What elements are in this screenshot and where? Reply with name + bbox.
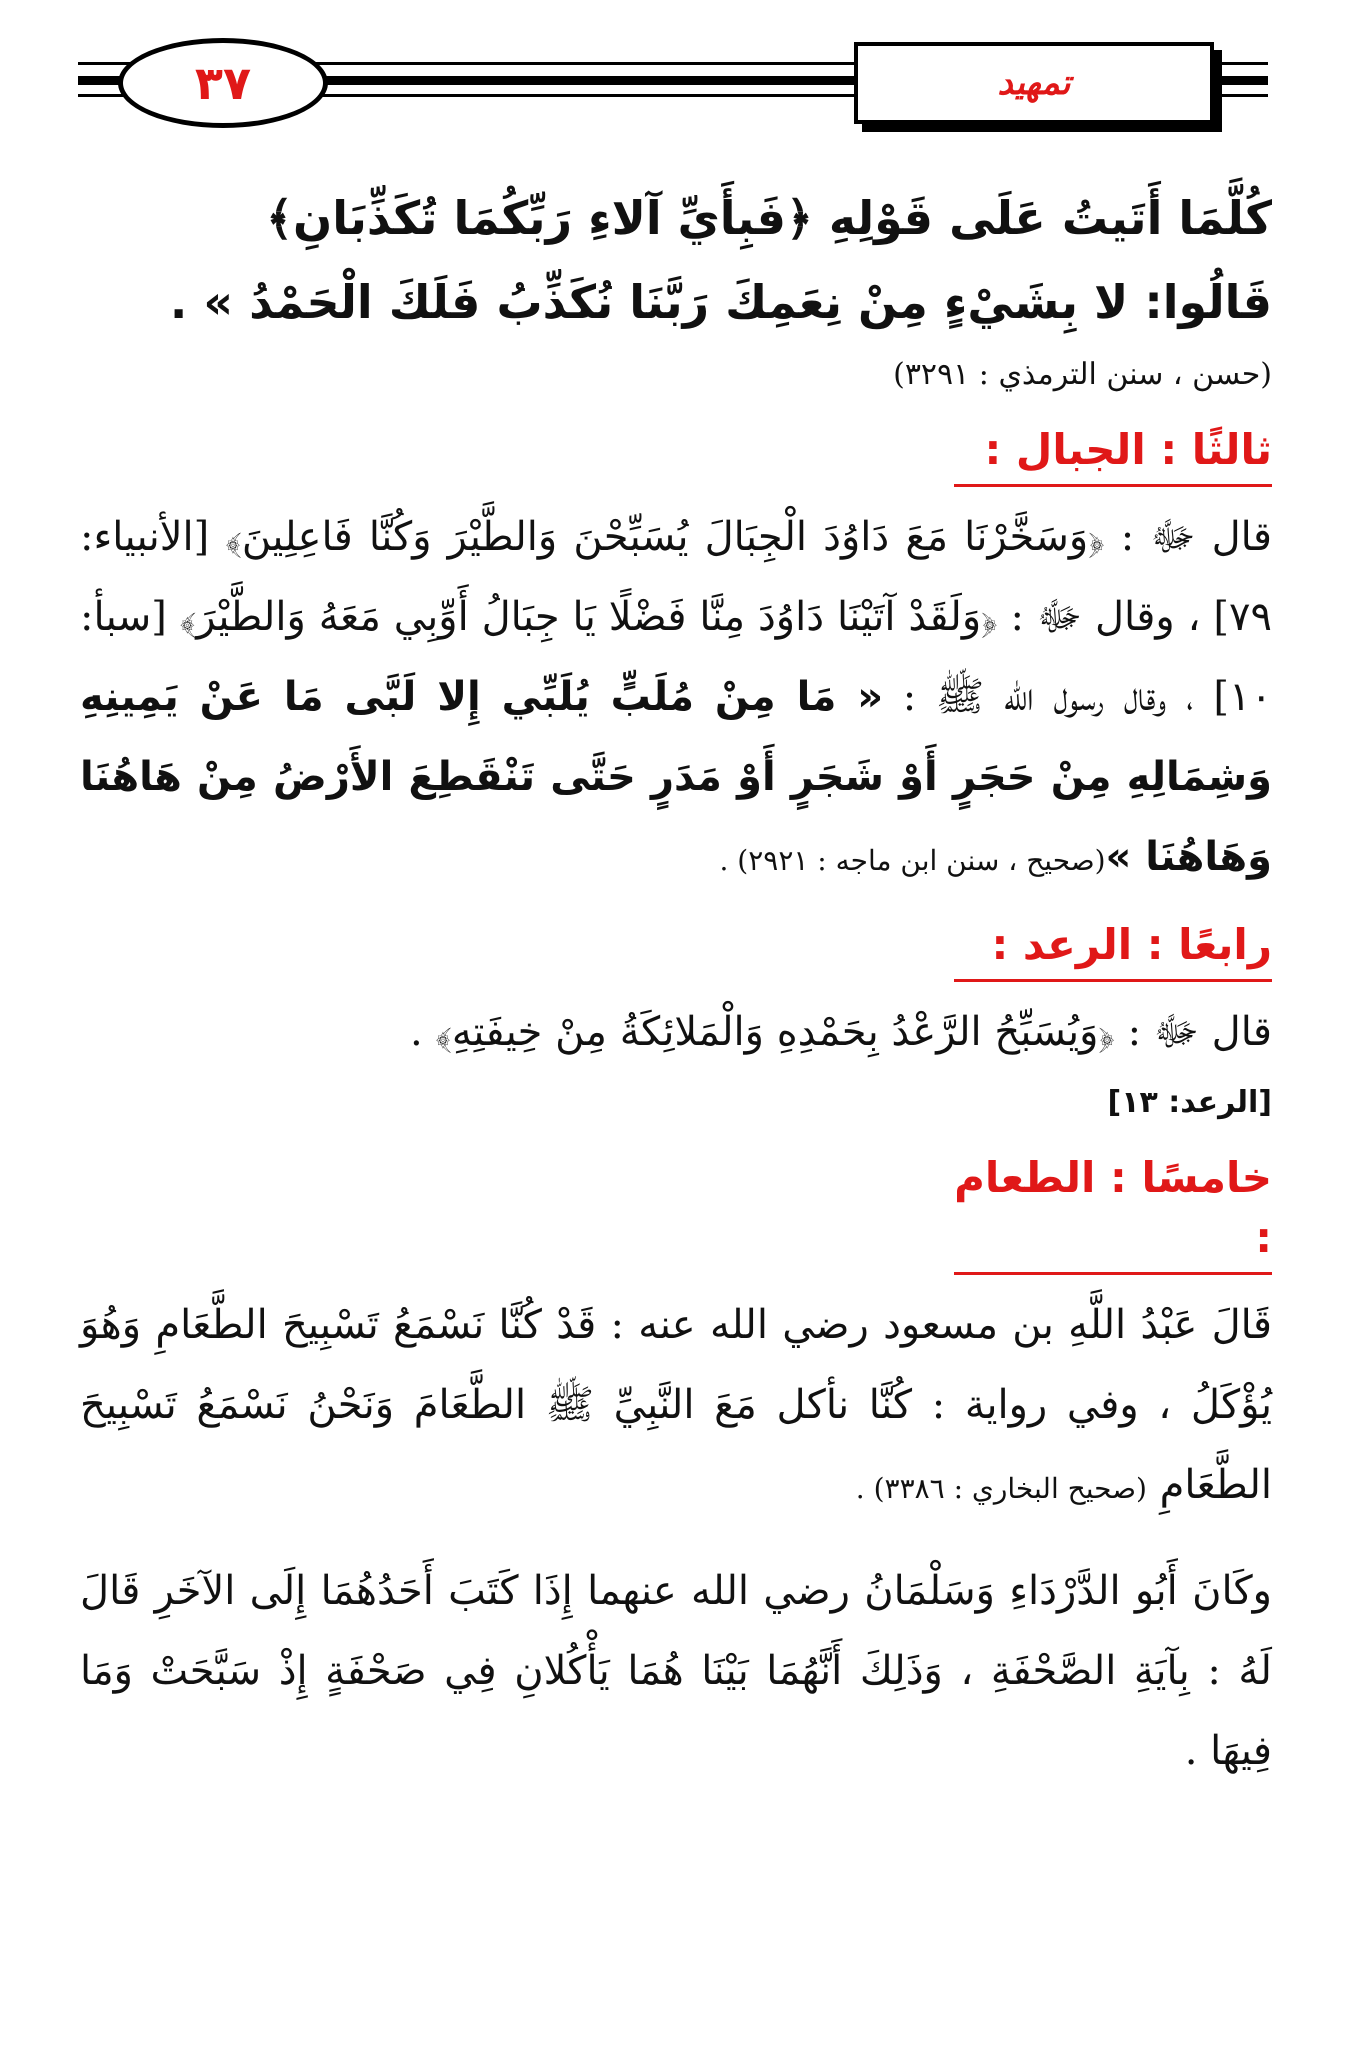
paragraph-gap	[80, 1529, 1272, 1551]
section-mountains-text	[80, 497, 1272, 901]
intro-citation: (حسن ، سنن الترمذي : ٣٢٩١)	[893, 357, 1272, 392]
mountains-verses: قال ﷻ : ﴿وَسَخَّرْنَا مَعَ دَاوُدَ الْجِبَالَ يُسَبِّحْنَ وَالطَّيْرَ وَكُنَّا فَاعِلِينَ﴾ [الأنبياء: ٧٩] ، وقال ﷻ : ﴿وَلَقَدْ آتَيْنَا دَاوُدَ مِنَّا فَضْلًا يَا جِبَالُ أَوِّبِي مَعَهُ وَالطَّيْرَ﴾ [سبأ: ١٠] ، وقال رسول الله ﷺ :	[80, 514, 1273, 720]
thunder-citation: [الرعد: ١٣]	[1107, 1085, 1272, 1120]
page-number: ٣٧	[194, 56, 252, 110]
chapter-title: تمهيد	[997, 63, 1071, 103]
page-header	[0, 0, 1356, 150]
page-body	[80, 176, 1272, 1791]
section-heading-thunder: رابعًا : الرعد :	[954, 915, 1272, 982]
chapter-title-box	[854, 42, 1214, 124]
section-heading-mountains: ثالثًا : الجبال :	[954, 420, 1272, 487]
intro-line-1: كُلَّمَا أَتَيتُ عَلَى قَوْلِهِ ﴿فَبِأَيِّ آلاءِ رَبِّكُمَا تُكَذِّبَانِ﴾	[266, 191, 1272, 245]
page-number-oval	[118, 38, 328, 128]
food-narration: قَالَ عَبْدُ اللَّهِ بن مسعود رضي الله عنه : قَدْ كُنَّا نَسْمَعُ تَسْبِيحَ الطَّعَامِ وَهُوَ يُؤْكَلُ ، وفي رواية : كُنَّا نأكل مَعَ النَّبِيِّ ﷺ الطَّعَامَ وَنَحْنُ نَسْمَعُ تَسْبِيحَ الطَّعَامِ	[80, 1302, 1272, 1508]
section-heading-food: خامسًا : الطعام :	[954, 1148, 1272, 1275]
intro-line-2: قَالُوا: لا بِشَيْءٍ مِنْ نِعَمِكَ رَبَّنَا نُكَذِّبُ فَلَكَ الْحَمْدُ » .	[169, 275, 1272, 329]
food-second-paragraph: وكَانَ أَبُو الدَّرْدَاءِ وَسَلْمَانُ رضي الله عنهما إِذَا كَتَبَ أَحَدُهُمَا إِلَى الآخَرِ قَالَ لَهُ : بِآيَةِ الصَّحْفَةِ ، وَذَلِكَ أَنَّهُمَا بَيْنَا هُمَا يَأْكُلانِ فِي صَحْفَةٍ إِذْ سَبَّحَتْ وَمَا فِيهَا .	[80, 1568, 1272, 1774]
section-thunder-text: قال ﷻ : ﴿وَيُسَبِّحُ الرَّعْدُ بِحَمْدِهِ وَالْمَلائِكَةُ مِنْ خِيفَتِهِ﴾ .	[409, 1009, 1272, 1055]
food-citation: (صحيح البخاري : ٣٣٨٦) .	[855, 1472, 1147, 1505]
mountains-citation: (صحيح ، سنن ابن ماجه : ٢٩٢١) .	[719, 844, 1106, 877]
section-food-text	[80, 1285, 1272, 1529]
mountains-hadith: « مَا مِنْ مُلَبٍّ يُلَبِّي إِلا لَبَّى مَا عَنْ يَمِينِهِ وَشِمَالِهِ مِنْ حَجَرٍ أَوْ شَجَرٍ أَوْ مَدَرٍ حَتَّى تَنْقَطِعَ الأَرْضُ مِنْ هَاهُنَا وَهَاهُنَا »	[80, 674, 1272, 880]
